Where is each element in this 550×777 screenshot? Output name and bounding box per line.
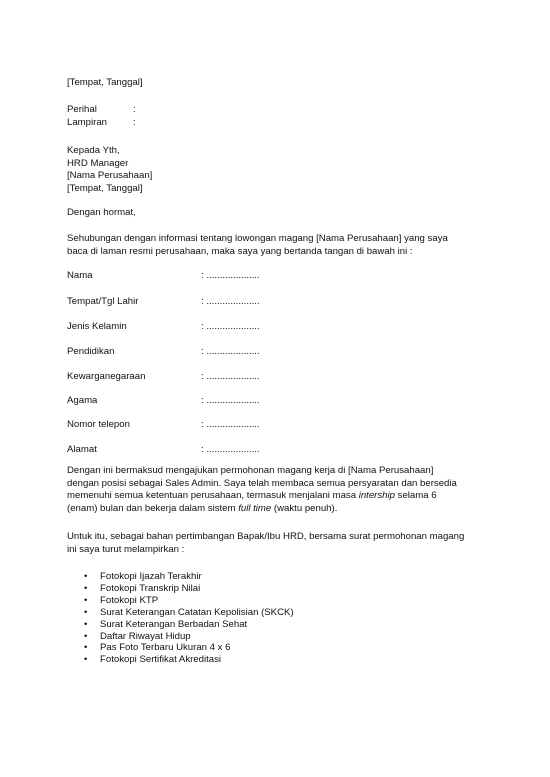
full-time-term: full time	[238, 502, 272, 514]
attachment-intro	[67, 531, 487, 556]
list-item: • Pas Foto Terbaru Ukuran 4 x 6	[84, 642, 231, 654]
list-item: • Daftar Riwayat Hidup	[84, 630, 191, 642]
recipient-line-4: [Tempat, Tanggal]	[67, 182, 143, 194]
field-row-agama	[67, 395, 260, 406]
perihal-label: Perihal	[67, 104, 97, 115]
lampiran-label: Lampiran	[67, 116, 107, 128]
perihal-colon: :	[133, 104, 136, 115]
field-label: Alamat	[67, 444, 97, 455]
bullet-icon: •	[84, 606, 88, 618]
field-row-tempat-tgl-lahir	[67, 296, 260, 307]
perihal-row	[67, 104, 487, 117]
bullet-icon: •	[84, 642, 88, 654]
field-label: Tempat/Tgl Lahir	[67, 296, 139, 307]
body-paragraph	[67, 465, 487, 515]
list-item: • Surat Keterangan Berbadan Sehat	[84, 618, 248, 630]
attachment-intro-line-2: ini saya turut melampirkan :	[67, 543, 185, 555]
lampiran-colon: :	[133, 116, 136, 128]
greeting: Dengan hormat,	[67, 207, 136, 218]
bullet-icon: •	[84, 630, 88, 642]
bullet-icon: •	[84, 618, 88, 630]
attachment-intro-line-1: Untuk itu, sebagai bahan pertimbangan Bapak/Ibu HRD, bersama surat permohonan magang	[67, 531, 465, 542]
list-item: • Fotokopi KTP	[84, 594, 159, 606]
field-value: : ....................	[201, 419, 260, 430]
list-item: • Surat Keterangan Catatan Kepolisian (SKCK)	[84, 606, 294, 618]
field-label: Pendidikan	[67, 346, 115, 357]
field-value: : ....................	[201, 395, 260, 406]
list-item: • Fotokopi Ijazah Terakhir	[84, 571, 202, 582]
letter-meta	[67, 104, 487, 129]
field-row-jenis-kelamin	[67, 321, 260, 332]
intro-paragraph	[67, 233, 487, 258]
field-value: : ....................	[201, 444, 260, 455]
list-item: • Fotokopi Transkrip Nilai	[84, 582, 201, 594]
bullet-icon: •	[84, 654, 88, 666]
field-row-nama	[67, 270, 260, 281]
field-row-kewarganegaraan	[67, 371, 260, 382]
lampiran-row	[67, 117, 487, 130]
body-line-4: (enam) bulan dan bekerja dalam sistem full time (waktu penuh).	[67, 502, 338, 514]
field-value: : ....................	[201, 296, 260, 307]
recipient-line-2: HRD Manager	[67, 157, 129, 169]
field-row-nomor-telepon	[67, 419, 260, 430]
field-label: Kewarganegaraan	[67, 371, 146, 382]
intro-line-1: Sehubungan dengan informasi tentang lowongan magang [Nama Perusahaan] yang saya	[67, 233, 448, 244]
bullet-icon: •	[84, 571, 88, 582]
place-date: [Tempat, Tanggal]	[67, 77, 143, 88]
list-item: • Fotokopi Sertifikat Akreditasi	[84, 654, 222, 666]
recipient-line-1: Kepada Yth,	[67, 145, 120, 156]
body-line-1: Dengan ini bermaksud mengajukan permohonan magang kerja di [Nama Perusahaan]	[67, 465, 434, 476]
field-label: Nama	[67, 270, 93, 281]
field-value: : ....................	[201, 321, 260, 332]
attachment-list	[84, 571, 294, 666]
body-line-3: memenuhi semua ketentuan perusahaan, termasuk menjalani masa intership selama 6	[67, 490, 437, 502]
field-label: Agama	[67, 395, 98, 406]
intership-term: intership	[358, 490, 395, 502]
recipient-block	[67, 145, 487, 195]
field-value: : ....................	[201, 346, 260, 357]
field-row-pendidikan	[67, 346, 260, 357]
field-label: Nomor telepon	[67, 419, 130, 430]
body-line-2: dengan posisi sebagai Sales Admin. Saya telah membaca semua persyaratan dan bersedia	[67, 477, 457, 489]
field-value: : ....................	[201, 371, 260, 382]
recipient-line-3: [Nama Perusahaan]	[67, 170, 153, 182]
intro-line-2: baca di laman resmi perusahaan, maka saya yang bertanda tangan di bawah ini :	[67, 245, 413, 257]
field-row-alamat	[67, 444, 260, 455]
bullet-icon: •	[84, 582, 88, 594]
bullet-icon: •	[84, 594, 88, 606]
field-label: Jenis Kelamin	[67, 321, 127, 332]
field-value: : ....................	[201, 270, 260, 281]
